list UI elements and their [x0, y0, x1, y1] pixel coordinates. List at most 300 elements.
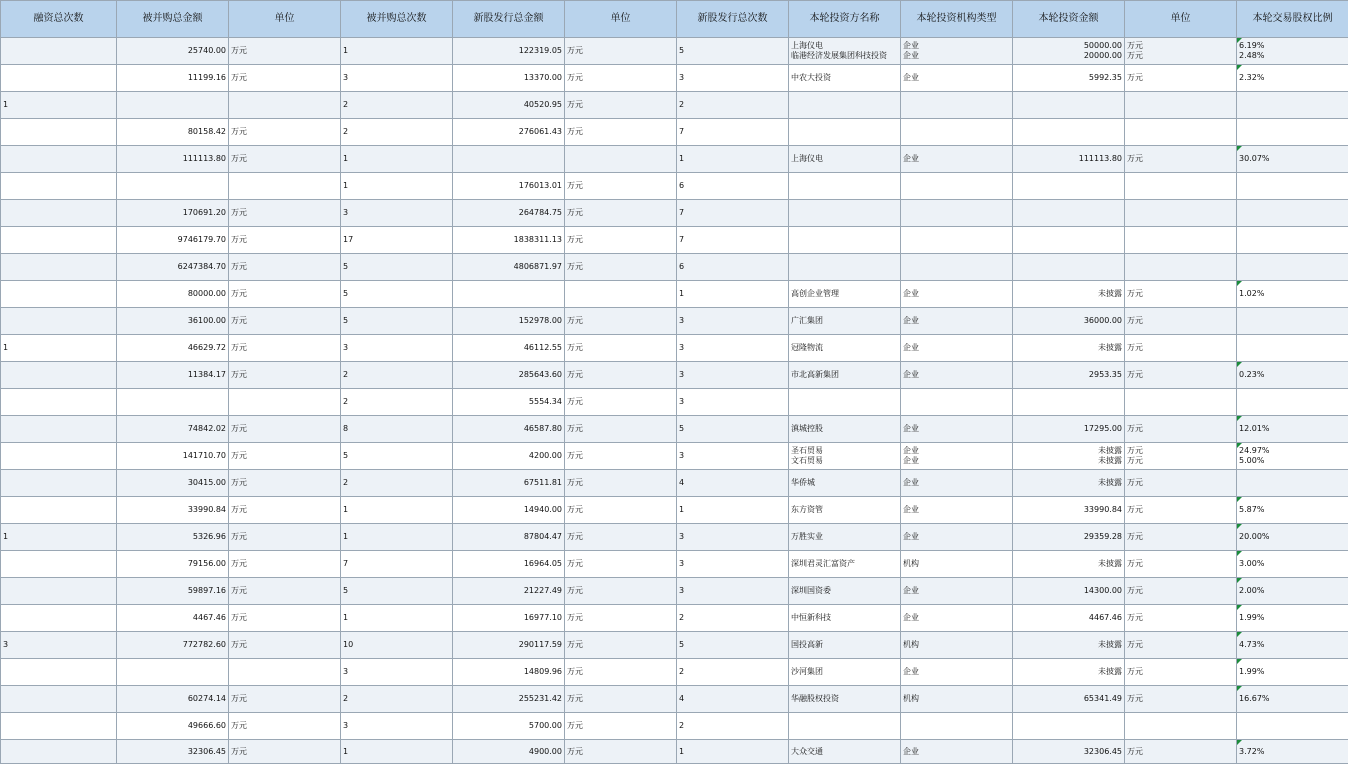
cell-investment-amount[interactable] — [1013, 686, 1125, 713]
cell-acquired-count[interactable] — [341, 524, 453, 551]
cell-funding-count[interactable] — [1, 146, 117, 173]
cell-acquired-amount[interactable] — [117, 497, 229, 524]
cell-investment-amount[interactable] — [1013, 389, 1125, 416]
cell-issue-amount[interactable] — [453, 65, 565, 92]
cell-unit[interactable] — [229, 740, 341, 764]
cell-investor-name[interactable] — [789, 659, 901, 686]
cell-unit[interactable] — [1125, 416, 1237, 443]
header-investor-type[interactable]: 本轮投资机构类型 — [901, 1, 1013, 38]
header-acquired-count[interactable]: 被并购总次数 — [341, 1, 453, 38]
cell-investor-name[interactable] — [789, 551, 901, 578]
cell-unit[interactable] — [229, 173, 341, 200]
cell-acquired-count[interactable] — [341, 686, 453, 713]
cell-unit[interactable] — [565, 659, 677, 686]
cell-investment-amount[interactable] — [1013, 227, 1125, 254]
cell-investment-amount[interactable] — [1013, 146, 1125, 173]
cell-investor-type[interactable] — [901, 632, 1013, 659]
cell-issue-amount[interactable] — [453, 659, 565, 686]
cell-investor-type[interactable] — [901, 659, 1013, 686]
cell-unit[interactable] — [1125, 686, 1237, 713]
cell-investor-name[interactable] — [789, 686, 901, 713]
cell-acquired-amount[interactable] — [117, 119, 229, 146]
cell-investor-type[interactable] — [901, 335, 1013, 362]
cell-unit[interactable] — [229, 200, 341, 227]
cell-unit[interactable] — [565, 389, 677, 416]
cell-issue-count[interactable] — [677, 443, 789, 470]
cell-investment-amount[interactable] — [1013, 92, 1125, 119]
cell-investor-type[interactable] — [901, 308, 1013, 335]
cell-unit[interactable] — [229, 38, 341, 65]
cell-issue-count[interactable] — [677, 65, 789, 92]
cell-acquired-count[interactable] — [341, 92, 453, 119]
cell-investment-amount[interactable] — [1013, 254, 1125, 281]
cell-investor-name[interactable] — [789, 470, 901, 497]
cell-investor-name[interactable] — [789, 227, 901, 254]
cell-investor-name[interactable] — [789, 713, 901, 740]
cell-acquired-count[interactable] — [341, 713, 453, 740]
cell-unit[interactable] — [1125, 119, 1237, 146]
cell-issue-count[interactable] — [677, 578, 789, 605]
cell-issue-amount[interactable] — [453, 254, 565, 281]
cell-unit[interactable] — [229, 146, 341, 173]
cell-issue-count[interactable] — [677, 335, 789, 362]
cell-acquired-count[interactable] — [341, 200, 453, 227]
header-issue-count[interactable]: 新股发行总次数 — [677, 1, 789, 38]
cell-acquired-amount[interactable] — [117, 254, 229, 281]
cell-investment-amount[interactable] — [1013, 659, 1125, 686]
cell-unit[interactable] — [229, 254, 341, 281]
cell-unit[interactable] — [565, 92, 677, 119]
cell-issue-amount[interactable] — [453, 551, 565, 578]
cell-acquired-amount[interactable] — [117, 551, 229, 578]
cell-issue-amount[interactable] — [453, 470, 565, 497]
cell-investor-type[interactable] — [901, 254, 1013, 281]
cell-unit[interactable] — [229, 227, 341, 254]
header-acquired-amount[interactable]: 被并购总金额 — [117, 1, 229, 38]
cell-unit[interactable] — [565, 173, 677, 200]
cell-unit[interactable] — [229, 335, 341, 362]
cell-investor-name[interactable] — [789, 173, 901, 200]
header-unit[interactable]: 单位 — [565, 1, 677, 38]
cell-issue-amount[interactable] — [453, 497, 565, 524]
cell-unit[interactable] — [1125, 281, 1237, 308]
cell-equity-ratio[interactable] — [1237, 578, 1348, 605]
cell-equity-ratio[interactable] — [1237, 416, 1348, 443]
cell-unit[interactable] — [565, 686, 677, 713]
cell-investor-name[interactable] — [789, 740, 901, 764]
cell-issue-amount[interactable] — [453, 38, 565, 65]
cell-unit[interactable] — [565, 119, 677, 146]
cell-investor-type[interactable] — [901, 38, 1013, 65]
cell-acquired-count[interactable] — [341, 308, 453, 335]
cell-issue-count[interactable] — [677, 362, 789, 389]
cell-unit[interactable] — [229, 443, 341, 470]
cell-equity-ratio[interactable] — [1237, 38, 1348, 65]
cell-unit[interactable] — [1125, 740, 1237, 764]
cell-funding-count[interactable] — [1, 281, 117, 308]
cell-investor-name[interactable] — [789, 524, 901, 551]
cell-funding-count[interactable] — [1, 65, 117, 92]
cell-issue-amount[interactable] — [453, 173, 565, 200]
cell-investor-name[interactable] — [789, 335, 901, 362]
cell-acquired-count[interactable] — [341, 740, 453, 764]
cell-acquired-count[interactable] — [341, 605, 453, 632]
cell-unit[interactable] — [229, 524, 341, 551]
cell-issue-count[interactable] — [677, 227, 789, 254]
cell-funding-count[interactable] — [1, 605, 117, 632]
header-funding-count[interactable]: 融资总次数 — [1, 1, 117, 38]
cell-equity-ratio[interactable] — [1237, 686, 1348, 713]
cell-unit[interactable] — [229, 713, 341, 740]
cell-equity-ratio[interactable] — [1237, 227, 1348, 254]
cell-unit[interactable] — [229, 308, 341, 335]
cell-unit[interactable] — [1125, 362, 1237, 389]
cell-funding-count[interactable] — [1, 497, 117, 524]
cell-unit[interactable] — [1125, 659, 1237, 686]
cell-funding-count[interactable] — [1, 551, 117, 578]
cell-acquired-count[interactable] — [341, 227, 453, 254]
cell-unit[interactable] — [565, 713, 677, 740]
cell-issue-amount[interactable] — [453, 335, 565, 362]
cell-acquired-amount[interactable] — [117, 578, 229, 605]
cell-unit[interactable] — [565, 551, 677, 578]
cell-acquired-amount[interactable] — [117, 713, 229, 740]
cell-unit[interactable] — [1125, 497, 1237, 524]
cell-unit[interactable] — [1125, 470, 1237, 497]
cell-investment-amount[interactable] — [1013, 632, 1125, 659]
cell-unit[interactable] — [229, 551, 341, 578]
cell-investor-name[interactable] — [789, 38, 901, 65]
cell-equity-ratio[interactable] — [1237, 389, 1348, 416]
cell-investor-type[interactable] — [901, 713, 1013, 740]
cell-unit[interactable] — [565, 254, 677, 281]
cell-equity-ratio[interactable] — [1237, 524, 1348, 551]
cell-acquired-count[interactable] — [341, 281, 453, 308]
cell-equity-ratio[interactable] — [1237, 551, 1348, 578]
cell-issue-amount[interactable] — [453, 308, 565, 335]
cell-unit[interactable] — [229, 578, 341, 605]
cell-funding-count[interactable] — [1, 443, 117, 470]
cell-issue-count[interactable] — [677, 281, 789, 308]
header-unit[interactable]: 单位 — [1125, 1, 1237, 38]
cell-equity-ratio[interactable] — [1237, 497, 1348, 524]
cell-equity-ratio[interactable] — [1237, 740, 1348, 764]
cell-acquired-count[interactable] — [341, 389, 453, 416]
cell-unit[interactable] — [1125, 389, 1237, 416]
cell-issue-count[interactable] — [677, 551, 789, 578]
cell-unit[interactable] — [1125, 551, 1237, 578]
cell-equity-ratio[interactable] — [1237, 254, 1348, 281]
cell-unit[interactable] — [229, 65, 341, 92]
cell-unit[interactable] — [565, 335, 677, 362]
cell-funding-count[interactable] — [1, 686, 117, 713]
cell-investment-amount[interactable] — [1013, 308, 1125, 335]
cell-investor-type[interactable] — [901, 200, 1013, 227]
cell-investor-name[interactable] — [789, 65, 901, 92]
cell-unit[interactable] — [229, 92, 341, 119]
cell-acquired-count[interactable] — [341, 254, 453, 281]
cell-issue-count[interactable] — [677, 497, 789, 524]
cell-investor-type[interactable] — [901, 578, 1013, 605]
cell-equity-ratio[interactable] — [1237, 308, 1348, 335]
cell-funding-count[interactable] — [1, 740, 117, 764]
cell-acquired-amount[interactable] — [117, 686, 229, 713]
cell-unit[interactable] — [1125, 605, 1237, 632]
cell-funding-count[interactable] — [1, 119, 117, 146]
cell-issue-count[interactable] — [677, 740, 789, 764]
cell-investment-amount[interactable] — [1013, 173, 1125, 200]
cell-unit[interactable] — [229, 470, 341, 497]
cell-funding-count[interactable] — [1, 200, 117, 227]
cell-issue-amount[interactable] — [453, 146, 565, 173]
cell-investor-type[interactable] — [901, 497, 1013, 524]
cell-unit[interactable] — [565, 605, 677, 632]
cell-acquired-amount[interactable] — [117, 605, 229, 632]
cell-acquired-amount[interactable] — [117, 173, 229, 200]
cell-investment-amount[interactable] — [1013, 551, 1125, 578]
cell-investor-type[interactable] — [901, 605, 1013, 632]
cell-acquired-count[interactable] — [341, 416, 453, 443]
cell-unit[interactable] — [1125, 443, 1237, 470]
cell-acquired-count[interactable] — [341, 659, 453, 686]
cell-issue-amount[interactable] — [453, 389, 565, 416]
cell-funding-count[interactable] — [1, 524, 117, 551]
cell-issue-count[interactable] — [677, 389, 789, 416]
cell-equity-ratio[interactable] — [1237, 173, 1348, 200]
cell-issue-count[interactable] — [677, 119, 789, 146]
cell-funding-count[interactable] — [1, 578, 117, 605]
cell-investor-type[interactable] — [901, 416, 1013, 443]
cell-investor-name[interactable] — [789, 632, 901, 659]
cell-unit[interactable] — [565, 632, 677, 659]
cell-issue-amount[interactable] — [453, 362, 565, 389]
cell-investor-type[interactable] — [901, 281, 1013, 308]
cell-funding-count[interactable] — [1, 416, 117, 443]
cell-unit[interactable] — [229, 389, 341, 416]
cell-unit[interactable] — [565, 443, 677, 470]
cell-equity-ratio[interactable] — [1237, 119, 1348, 146]
cell-investment-amount[interactable] — [1013, 416, 1125, 443]
cell-investor-type[interactable] — [901, 524, 1013, 551]
cell-acquired-amount[interactable] — [117, 92, 229, 119]
cell-investor-name[interactable] — [789, 254, 901, 281]
cell-unit[interactable] — [1125, 38, 1237, 65]
cell-equity-ratio[interactable] — [1237, 470, 1348, 497]
cell-equity-ratio[interactable] — [1237, 335, 1348, 362]
cell-acquired-amount[interactable] — [117, 524, 229, 551]
cell-unit[interactable] — [565, 281, 677, 308]
cell-investor-name[interactable] — [789, 92, 901, 119]
cell-unit[interactable] — [1125, 92, 1237, 119]
cell-issue-count[interactable] — [677, 470, 789, 497]
cell-issue-amount[interactable] — [453, 281, 565, 308]
cell-unit[interactable] — [565, 416, 677, 443]
cell-equity-ratio[interactable] — [1237, 605, 1348, 632]
cell-unit[interactable] — [565, 65, 677, 92]
cell-investor-type[interactable] — [901, 551, 1013, 578]
cell-investor-name[interactable] — [789, 308, 901, 335]
cell-investor-name[interactable] — [789, 389, 901, 416]
cell-investment-amount[interactable] — [1013, 578, 1125, 605]
cell-unit[interactable] — [1125, 227, 1237, 254]
cell-investor-name[interactable] — [789, 578, 901, 605]
cell-investor-type[interactable] — [901, 470, 1013, 497]
cell-issue-amount[interactable] — [453, 92, 565, 119]
cell-investor-type[interactable] — [901, 146, 1013, 173]
cell-investor-name[interactable] — [789, 281, 901, 308]
cell-unit[interactable] — [229, 281, 341, 308]
cell-investor-type[interactable] — [901, 119, 1013, 146]
cell-issue-count[interactable] — [677, 605, 789, 632]
cell-funding-count[interactable] — [1, 173, 117, 200]
cell-unit[interactable] — [1125, 173, 1237, 200]
cell-issue-count[interactable] — [677, 416, 789, 443]
cell-issue-count[interactable] — [677, 308, 789, 335]
cell-unit[interactable] — [565, 497, 677, 524]
cell-acquired-count[interactable] — [341, 173, 453, 200]
cell-investor-type[interactable] — [901, 686, 1013, 713]
cell-investment-amount[interactable] — [1013, 119, 1125, 146]
cell-acquired-count[interactable] — [341, 632, 453, 659]
cell-funding-count[interactable] — [1, 389, 117, 416]
cell-investor-name[interactable] — [789, 443, 901, 470]
cell-unit[interactable] — [1125, 308, 1237, 335]
cell-issue-amount[interactable] — [453, 524, 565, 551]
cell-equity-ratio[interactable] — [1237, 200, 1348, 227]
cell-unit[interactable] — [229, 632, 341, 659]
cell-funding-count[interactable] — [1, 92, 117, 119]
cell-investor-type[interactable] — [901, 443, 1013, 470]
cell-funding-count[interactable] — [1, 254, 117, 281]
cell-equity-ratio[interactable] — [1237, 146, 1348, 173]
cell-acquired-count[interactable] — [341, 470, 453, 497]
cell-acquired-amount[interactable] — [117, 416, 229, 443]
cell-issue-amount[interactable] — [453, 740, 565, 764]
cell-issue-count[interactable] — [677, 524, 789, 551]
cell-acquired-amount[interactable] — [117, 470, 229, 497]
cell-funding-count[interactable] — [1, 308, 117, 335]
cell-acquired-amount[interactable] — [117, 659, 229, 686]
cell-issue-count[interactable] — [677, 200, 789, 227]
cell-investor-name[interactable] — [789, 119, 901, 146]
cell-issue-count[interactable] — [677, 686, 789, 713]
cell-issue-amount[interactable] — [453, 416, 565, 443]
cell-acquired-amount[interactable] — [117, 281, 229, 308]
cell-unit[interactable] — [1125, 632, 1237, 659]
cell-issue-amount[interactable] — [453, 119, 565, 146]
cell-issue-amount[interactable] — [453, 632, 565, 659]
cell-investment-amount[interactable] — [1013, 38, 1125, 65]
cell-funding-count[interactable] — [1, 362, 117, 389]
cell-funding-count[interactable] — [1, 227, 117, 254]
cell-unit[interactable] — [565, 227, 677, 254]
cell-issue-count[interactable] — [677, 92, 789, 119]
cell-acquired-count[interactable] — [341, 497, 453, 524]
cell-unit[interactable] — [1125, 254, 1237, 281]
cell-acquired-amount[interactable] — [117, 335, 229, 362]
cell-acquired-amount[interactable] — [117, 227, 229, 254]
cell-acquired-count[interactable] — [341, 551, 453, 578]
cell-equity-ratio[interactable] — [1237, 443, 1348, 470]
cell-unit[interactable] — [229, 659, 341, 686]
cell-acquired-count[interactable] — [341, 362, 453, 389]
cell-investment-amount[interactable] — [1013, 200, 1125, 227]
cell-acquired-count[interactable] — [341, 335, 453, 362]
cell-investor-name[interactable] — [789, 362, 901, 389]
cell-acquired-count[interactable] — [341, 119, 453, 146]
cell-unit[interactable] — [565, 38, 677, 65]
cell-equity-ratio[interactable] — [1237, 659, 1348, 686]
cell-acquired-amount[interactable] — [117, 308, 229, 335]
cell-funding-count[interactable] — [1, 335, 117, 362]
cell-issue-count[interactable] — [677, 146, 789, 173]
cell-unit[interactable] — [1125, 713, 1237, 740]
cell-investor-type[interactable] — [901, 362, 1013, 389]
cell-acquired-count[interactable] — [341, 146, 453, 173]
cell-issue-count[interactable] — [677, 173, 789, 200]
cell-unit[interactable] — [1125, 200, 1237, 227]
cell-investment-amount[interactable] — [1013, 497, 1125, 524]
cell-acquired-amount[interactable] — [117, 389, 229, 416]
cell-acquired-amount[interactable] — [117, 362, 229, 389]
cell-investment-amount[interactable] — [1013, 443, 1125, 470]
cell-funding-count[interactable] — [1, 632, 117, 659]
cell-acquired-count[interactable] — [341, 38, 453, 65]
cell-investor-type[interactable] — [901, 92, 1013, 119]
cell-equity-ratio[interactable] — [1237, 362, 1348, 389]
cell-acquired-amount[interactable] — [117, 38, 229, 65]
cell-issue-amount[interactable] — [453, 443, 565, 470]
header-investor-name[interactable]: 本轮投资方名称 — [789, 1, 901, 38]
cell-investor-name[interactable] — [789, 416, 901, 443]
cell-issue-count[interactable] — [677, 38, 789, 65]
cell-acquired-amount[interactable] — [117, 200, 229, 227]
cell-unit[interactable] — [565, 578, 677, 605]
cell-investor-name[interactable] — [789, 497, 901, 524]
cell-investment-amount[interactable] — [1013, 335, 1125, 362]
cell-acquired-amount[interactable] — [117, 146, 229, 173]
cell-acquired-amount[interactable] — [117, 740, 229, 764]
header-unit[interactable]: 单位 — [229, 1, 341, 38]
cell-unit[interactable] — [1125, 65, 1237, 92]
cell-investor-type[interactable] — [901, 227, 1013, 254]
cell-investor-type[interactable] — [901, 740, 1013, 764]
cell-unit[interactable] — [229, 362, 341, 389]
cell-issue-count[interactable] — [677, 254, 789, 281]
cell-funding-count[interactable] — [1, 38, 117, 65]
cell-unit[interactable] — [1125, 524, 1237, 551]
cell-unit[interactable] — [565, 740, 677, 764]
cell-investment-amount[interactable] — [1013, 713, 1125, 740]
cell-unit[interactable] — [1125, 146, 1237, 173]
cell-unit[interactable] — [229, 686, 341, 713]
cell-issue-amount[interactable] — [453, 686, 565, 713]
cell-unit[interactable] — [565, 200, 677, 227]
cell-investor-type[interactable] — [901, 173, 1013, 200]
cell-issue-amount[interactable] — [453, 713, 565, 740]
cell-acquired-amount[interactable] — [117, 443, 229, 470]
cell-acquired-count[interactable] — [341, 578, 453, 605]
cell-investment-amount[interactable] — [1013, 605, 1125, 632]
cell-funding-count[interactable] — [1, 659, 117, 686]
cell-acquired-amount[interactable] — [117, 632, 229, 659]
cell-acquired-count[interactable] — [341, 65, 453, 92]
cell-issue-amount[interactable] — [453, 200, 565, 227]
cell-issue-count[interactable] — [677, 632, 789, 659]
cell-unit[interactable] — [565, 308, 677, 335]
cell-acquired-amount[interactable] — [117, 65, 229, 92]
cell-unit[interactable] — [229, 416, 341, 443]
